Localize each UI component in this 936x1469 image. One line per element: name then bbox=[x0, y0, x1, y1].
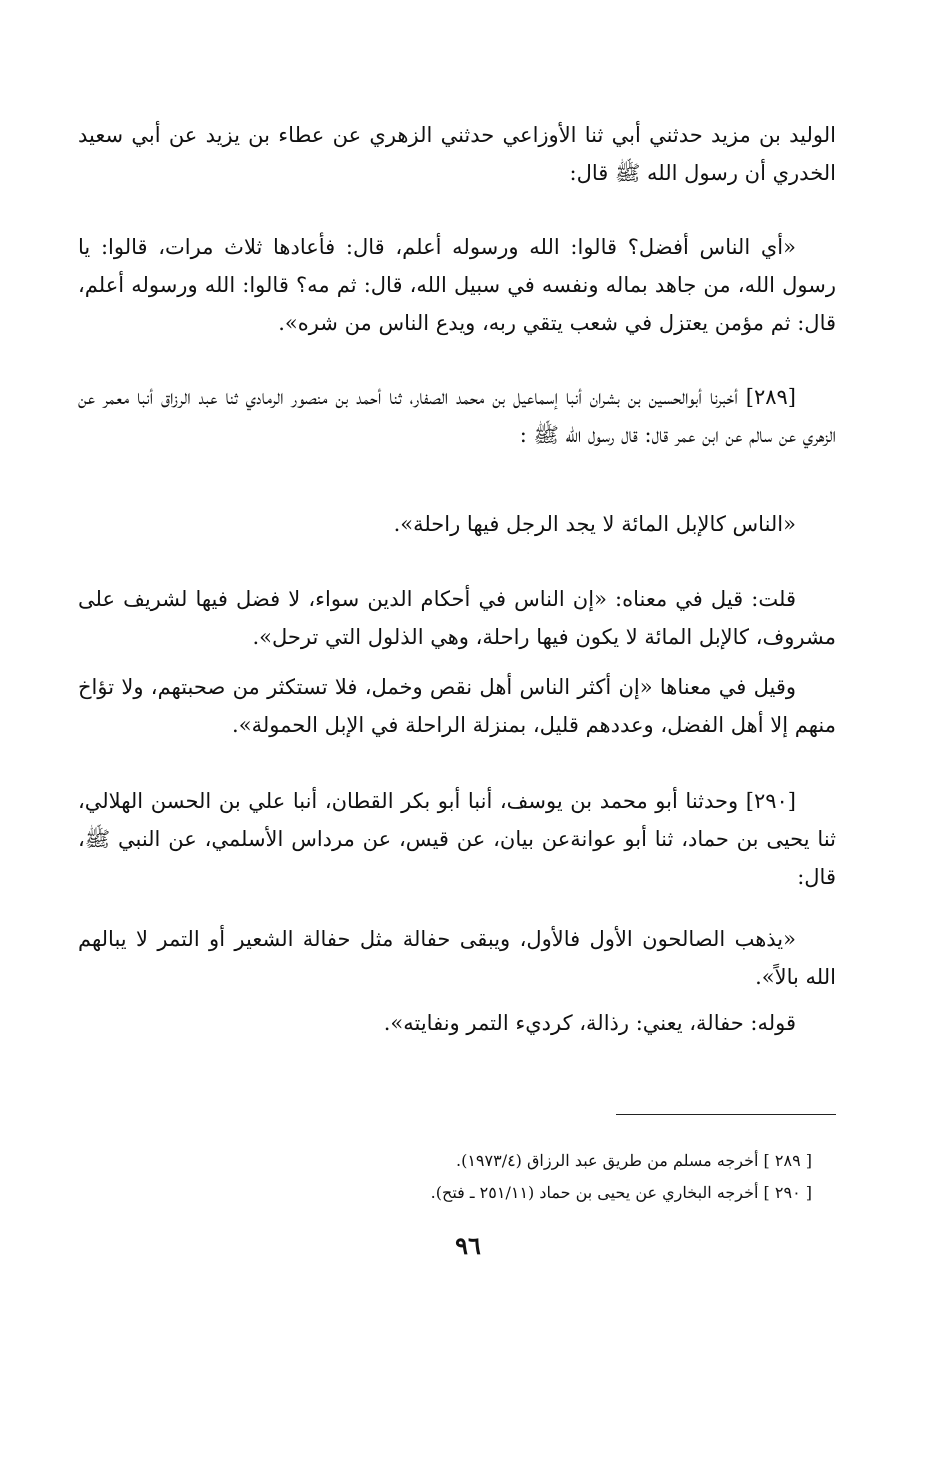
paragraph-commentary-1: قلت: قيل في معناه: «إن الناس في أحكام الدين سواء، لا فضل فيها لشريف على مشروف، كالإبل المائة لا يكون فيها راحلة، وهي الذلول التي ترحل». bbox=[78, 587, 836, 649]
paragraph-hadith-290-isnad: [٢٩٠] وحدثنا أبو محمد بن يوسف، أنبا أبو بكر القطان، أنبا علي بن الحسن الهلالي، ثنا يحيى بن حماد، ثنا أبو عوانةعن بيان، عن قيس، عن مرداس الأسلمي، عن النبي ﷺ، قال: bbox=[78, 789, 836, 889]
paragraph-commentary-2: وقيل في معناها «إن أكثر الناس أهل نقص وخمل، فلا تستكثر من صحبتهم، ولا تؤاخ منهم إلا أهل الفضل، وعددهم قليل، بمنزلة الراحلة في الإبل الحمولة». bbox=[78, 675, 836, 737]
footnote-290: [ ٢٩٠ ] أخرجه البخاري عن يحيى بن حماد (٢٥١/١١ ـ فتح). bbox=[430, 1183, 812, 1202]
footnote-289: [ ٢٨٩ ] أخرجه مسلم من طريق عبد الرزاق (١٩٧٣/٤). bbox=[455, 1151, 812, 1170]
page-number: ٩٦ bbox=[455, 1231, 481, 1260]
paragraph-hadith-best-people: «أي الناس أفضل؟ قالوا: الله ورسوله أعلم، قال: فأعادها ثلاث مرات، قالوا: يا رسول الله، من جاهد بماله ونفسه في سبيل الله، قال: ثم مه؟ قالوا: الله ورسوله أعلم، قال: ثم مؤمن يعتزل في شعب يتقي ربه، ويدع الناس من شره». bbox=[78, 235, 836, 335]
paragraph-hadith-290-text: «يذهب الصالحون الأول فالأول، ويبقى حفالة مثل حفالة الشعير أو التمر لا يبالهم الله بالاً». bbox=[78, 927, 836, 989]
paragraph-explanation: قوله: حفالة، يعني: رذالة، كرديء التمر ونفايته». bbox=[383, 1011, 796, 1035]
paragraph-hadith-289-isnad: [٢٨٩] أخبرنا أبوالحسين بن بشران أنبا إسماعيل بن محمد الصفار، ثنا أحمد بن منصور الرمادي ثنا عبد الرزاق أنبا معمر عن الزهري عن سالم عن ابن عمر قال: قال رسول الله ﷺ : bbox=[78, 385, 836, 447]
paragraph-hadith-289-text: «الناس كالإبل المائة لا يجد الرجل فيها راحلة». bbox=[393, 512, 796, 536]
paragraph-isnad-continuation: الوليد بن مزيد حدثني أبي ثنا الأوزاعي حدثني الزهري عن عطاء بن يزيد عن أبي سعيد الخدري أن رسول الله ﷺ قال: bbox=[78, 123, 836, 185]
footnote-divider bbox=[616, 1114, 836, 1115]
